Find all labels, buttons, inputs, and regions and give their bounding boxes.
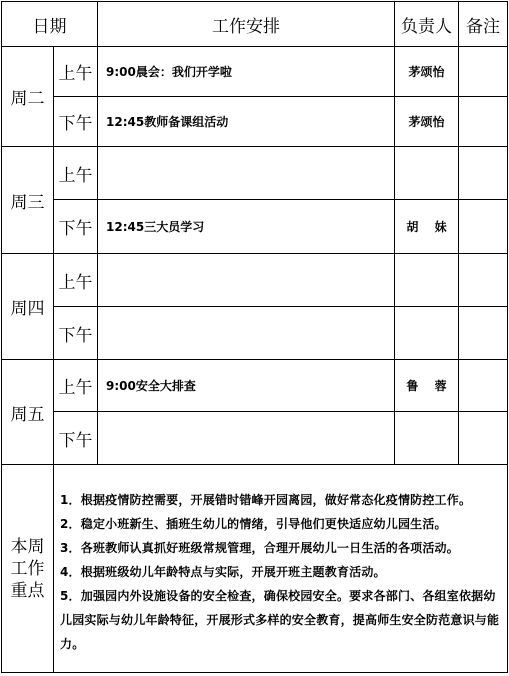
owner-cell: 茅颂怡 (395, 97, 459, 147)
focus-label (2, 465, 54, 673)
note-cell (459, 307, 508, 360)
note-cell (459, 200, 508, 254)
focus-item: 3．各班教师认真抓好班级常规管理，合理开展幼儿一日生活的各项活动。 (60, 541, 459, 555)
day-tue: 周二 (2, 47, 54, 147)
note-cell (459, 360, 508, 412)
half-am: 上午 (54, 47, 98, 97)
focus-content (54, 465, 508, 673)
owner-cell (395, 307, 459, 360)
note-cell (459, 147, 508, 200)
half-pm: 下午 (54, 200, 98, 254)
note-cell (459, 47, 508, 97)
focus-item: 2．稳定小班新生、插班生幼儿的情绪，引导他们更快适应幼儿园生活。 (60, 517, 447, 531)
focus-list (60, 465, 501, 656)
day-wed: 周三 (2, 147, 54, 254)
weekly-schedule-table (1, 1, 508, 673)
row-thu-am (2, 254, 508, 307)
day-fri: 周五 (2, 360, 54, 465)
half-am: 上午 (54, 147, 98, 200)
task-cell (98, 254, 395, 307)
half-am: 上午 (54, 360, 98, 412)
half-pm: 下午 (54, 412, 98, 465)
task-cell: 12:45教师备课组活动 (98, 97, 395, 147)
owner-cell: 茅颂怡 (395, 47, 459, 97)
header-date: 日期 (2, 2, 98, 47)
row-wed-pm (2, 200, 508, 254)
note-cell (459, 412, 508, 465)
focus-label-text: 本周工作重点 (10, 536, 45, 601)
task-cell: 9:00安全大排查 (98, 360, 395, 412)
owner-cell (395, 412, 459, 465)
task-cell (98, 147, 395, 200)
header-note: 备注 (459, 2, 508, 47)
row-tue-am (2, 47, 508, 97)
task-cell (98, 412, 395, 465)
half-am: 上午 (54, 254, 98, 307)
note-cell (459, 97, 508, 147)
owner-cell (395, 254, 459, 307)
row-tue-pm (2, 97, 508, 147)
focus-row (2, 465, 508, 673)
task-cell: 9:00晨会：我们开学啦 (98, 47, 395, 97)
task-cell: 12:45三大员学习 (98, 200, 395, 254)
half-pm: 下午 (54, 97, 98, 147)
task-cell (98, 307, 395, 360)
row-fri-pm (2, 412, 508, 465)
row-thu-pm (2, 307, 508, 360)
header-row (2, 2, 508, 47)
note-cell (459, 254, 508, 307)
row-wed-am (2, 147, 508, 200)
focus-item: 1．根据疫情防控需要，开展错时错峰开园离园，做好常态化疫情防控工作。 (60, 493, 472, 507)
focus-item: 5．加强园内外设施设备的安全检查，确保校园安全。要求各部门、各组室依据幼儿园实际与幼儿年龄特征，开展形式多样的安全教育，提高师生安全防范意识与能力。 (60, 589, 500, 651)
owner-cell: 鲁 蓉 (395, 360, 459, 412)
owner-cell: 胡 妹 (395, 200, 459, 254)
header-work: 工作安排 (98, 2, 395, 47)
header-owner: 负责人 (395, 2, 459, 47)
half-pm: 下午 (54, 307, 98, 360)
focus-item: 4．根据班级幼儿年龄特点与实际，开展开班主题教育活动。 (60, 565, 386, 579)
owner-cell (395, 147, 459, 200)
day-thu: 周四 (2, 254, 54, 360)
row-fri-am (2, 360, 508, 412)
